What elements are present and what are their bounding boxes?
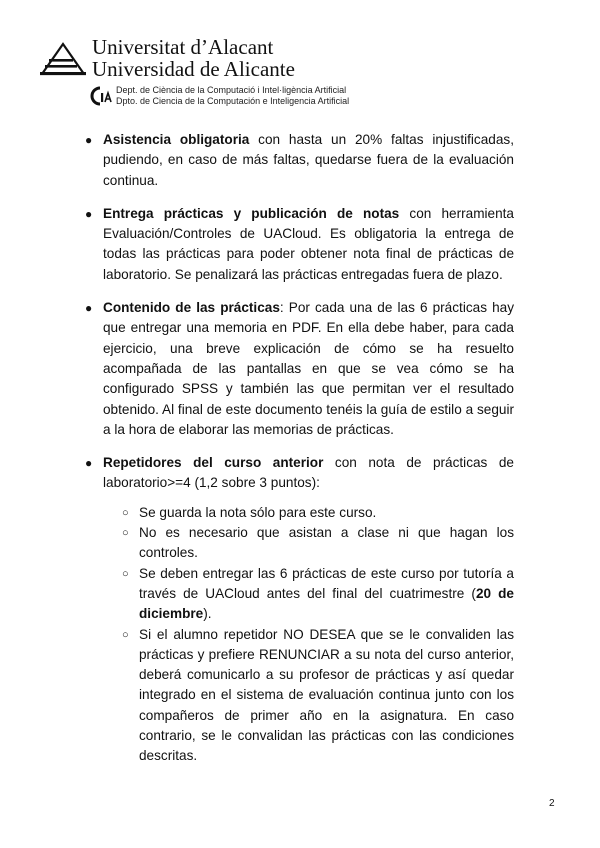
university-name-catalan: Universitat d’Alacant	[92, 35, 274, 59]
circle-bullet-icon: ○	[122, 527, 129, 540]
sub-list-item	[122, 564, 514, 625]
page-number: 2	[549, 798, 555, 809]
sub-list-item	[122, 523, 514, 564]
bullet-icon: ●	[85, 301, 93, 316]
university-name-spanish: Universidad de Alicante	[92, 57, 295, 81]
sub-item-text: Se deben entregar las 6 prácticas de este curso por tutoría a través de UACloud antes del final del cuatrimestre (	[139, 565, 514, 601]
item-text: con nota de prácticas de laboratorio>=4 (1,2 sobre 3 puntos):	[103, 455, 514, 491]
bullet-icon: ●	[85, 133, 93, 147]
circle-bullet-icon: ○	[122, 628, 129, 641]
university-logo-icon	[40, 42, 86, 76]
list-item	[85, 130, 514, 191]
circle-bullet-icon: ○	[122, 567, 129, 580]
department-name-spanish: Dpto. de Ciencia de la Computación e Inteligencia Artificial	[116, 96, 350, 106]
list-item	[85, 453, 514, 494]
document-body	[85, 130, 514, 767]
department-logo-icon	[90, 86, 112, 106]
item-title: Contenido de las prácticas	[103, 300, 280, 316]
deadline-date: 20 de diciembre	[139, 585, 514, 622]
sub-list-item	[122, 625, 514, 767]
sub-item-text-end: ).	[203, 606, 212, 622]
department-name-catalan: Dept. de Ciència de la Computació i Intel·ligència Artificial	[116, 85, 347, 95]
page-header	[40, 36, 560, 112]
item-title: Asistencia obligatoria	[103, 132, 250, 147]
item-text: con herramienta Evaluación/Controles de UACloud. Es obligatoria la entrega de todas las prácticas para poder obtener nota final de prácticas de laboratorio. Se penalizará las prácticas entregadas fuera de plazo.	[103, 205, 514, 282]
sub-item-text: Si el alumno repetidor NO DESEA que se le convaliden las prácticas y prefiere RENUNCIAR a su nota del curso anterior, deberá comunicarlo a su profesor de prácticas y así quedar integrado en el sistema de evaluación continua junto con los compañeros de primer año en la asignatura. En caso contrario, se le convalidan las prácticas con las condiciones descritas.	[139, 626, 514, 764]
sub-list	[103, 503, 514, 767]
sub-item-text: No es necesario que asistan a clase ni que hagan los controles.	[139, 525, 514, 561]
list-item	[85, 298, 514, 440]
bullet-icon: ●	[85, 206, 93, 221]
sub-list-item	[122, 503, 514, 523]
bullet-icon: ●	[85, 456, 93, 471]
list-item	[85, 204, 514, 285]
item-title: Repetidores del curso anterior	[103, 455, 324, 471]
circle-bullet-icon: ○	[122, 506, 129, 519]
sub-item-text: Se guarda la nota sólo para este curso.	[139, 504, 377, 520]
item-text: con hasta un 20% faltas injustificadas, pudiendo, en caso de más faltas, quedarse fuera de la evaluación continua.	[103, 132, 514, 188]
item-title: Entrega prácticas y publicación de notas	[103, 205, 400, 221]
item-text: : Por cada una de las 6 prácticas hay que entregar una memoria en PDF. En ella debe haber, para cada ejercicio, una breve explicación de cómo se ha resuelto acompañada de las pantallas en que se vea cómo se ha configurado SPSS y también las que permitan ver el resultado obtenido. Al final de este documento tenéis la guía de estilo a seguir a la hora de elaborar las memorias de prácticas.	[103, 300, 514, 437]
